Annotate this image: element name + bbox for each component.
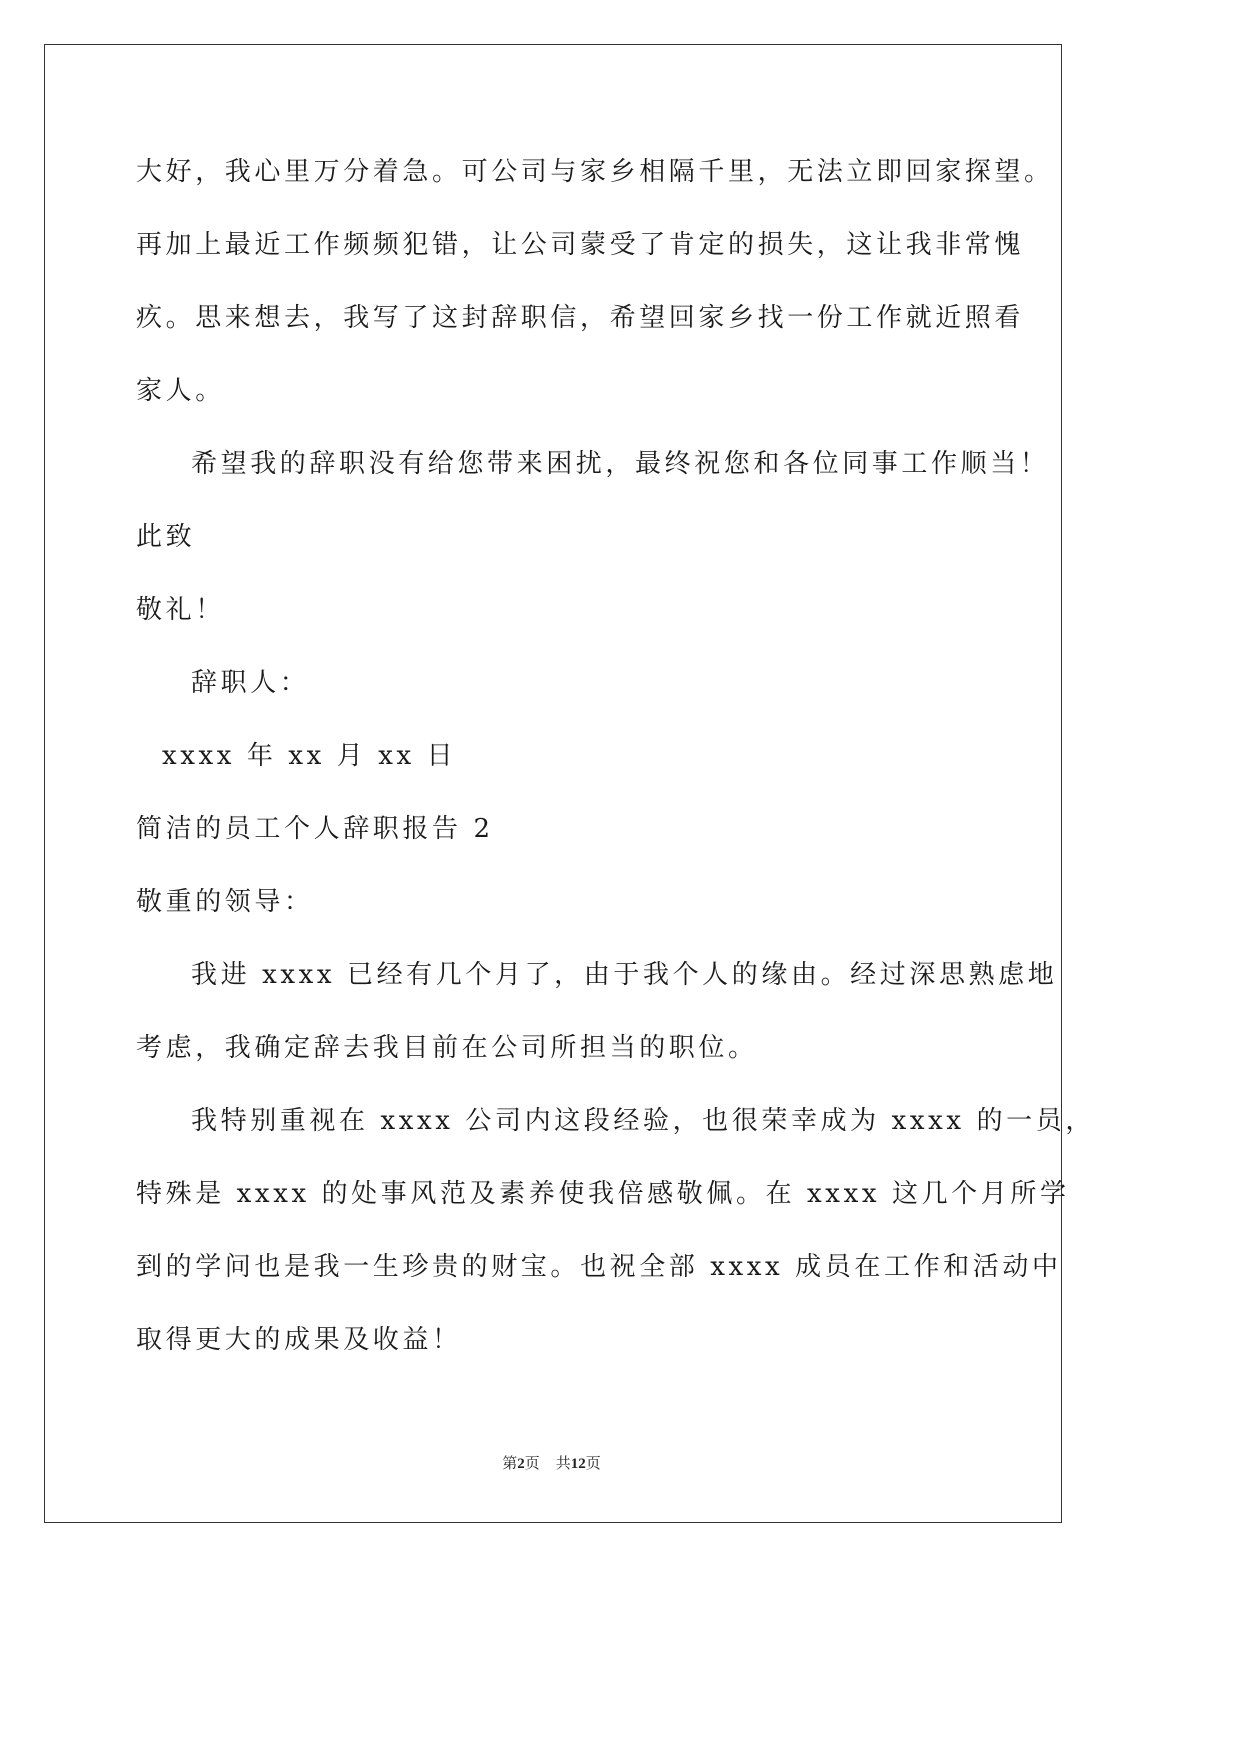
paragraph-2-line-1: 我特别重视在 xxxx 公司内这段经验，也很荣幸成为 xxxx 的一员， (191, 1106, 1095, 1136)
paragraph-2-line-3: 到的学问也是我一生珍贵的财宝。也祝全部 xxxx 成员在工作和活动中 (136, 1252, 1062, 1282)
body-line-2: 再加上最近工作频频犯错，让公司蒙受了肯定的损失，这让我非常愧 (136, 230, 1025, 260)
paragraph-1-line-2: 考虑，我确定辞去我目前在公司所担当的职位。 (136, 1033, 758, 1063)
footer-total-unit: 页 (585, 1454, 601, 1472)
footer-page-current: 2 (517, 1456, 525, 1472)
footer-page-unit: 页 (524, 1454, 540, 1472)
footer-total-prefix: 共 (555, 1454, 571, 1472)
signature-label: 辞职人： (191, 668, 310, 698)
greeting: 敬重的领导： (136, 887, 314, 917)
paragraph-1-line-1: 我进 xxxx 已经有几个月了，由于我个人的缘由。经过深思熟虑地 (191, 960, 1058, 990)
footer-page-prefix: 第 (502, 1454, 518, 1472)
date-line: xxxx 年 xx 月 xx 日 (162, 741, 457, 771)
salutation-cizhi: 此致 (136, 522, 196, 552)
salutation-jingli: 敬礼！ (136, 595, 225, 625)
paragraph-2-line-4: 取得更大的成果及收益！ (136, 1325, 462, 1355)
section-heading: 简洁的员工个人辞职报告 2 (136, 814, 494, 844)
page-footer (0, 1453, 1103, 1474)
footer-page-total: 12 (570, 1456, 586, 1472)
closing-wish: 希望我的辞职没有给您带来困扰，最终祝您和各位同事工作顺当！ (191, 449, 1050, 479)
body-line-1: 大好，我心里万分着急。可公司与家乡相隔千里，无法立即回家探望。 (136, 157, 1054, 187)
body-line-4: 家人。 (136, 376, 225, 406)
page-border (44, 44, 1062, 1523)
paragraph-2-line-2: 特殊是 xxxx 的处事风范及素养使我倍感敬佩。在 xxxx 这几个月所学 (136, 1179, 1070, 1209)
body-line-3: 疚。思来想去，我写了这封辞职信，希望回家乡找一份工作就近照看 (136, 303, 1025, 333)
